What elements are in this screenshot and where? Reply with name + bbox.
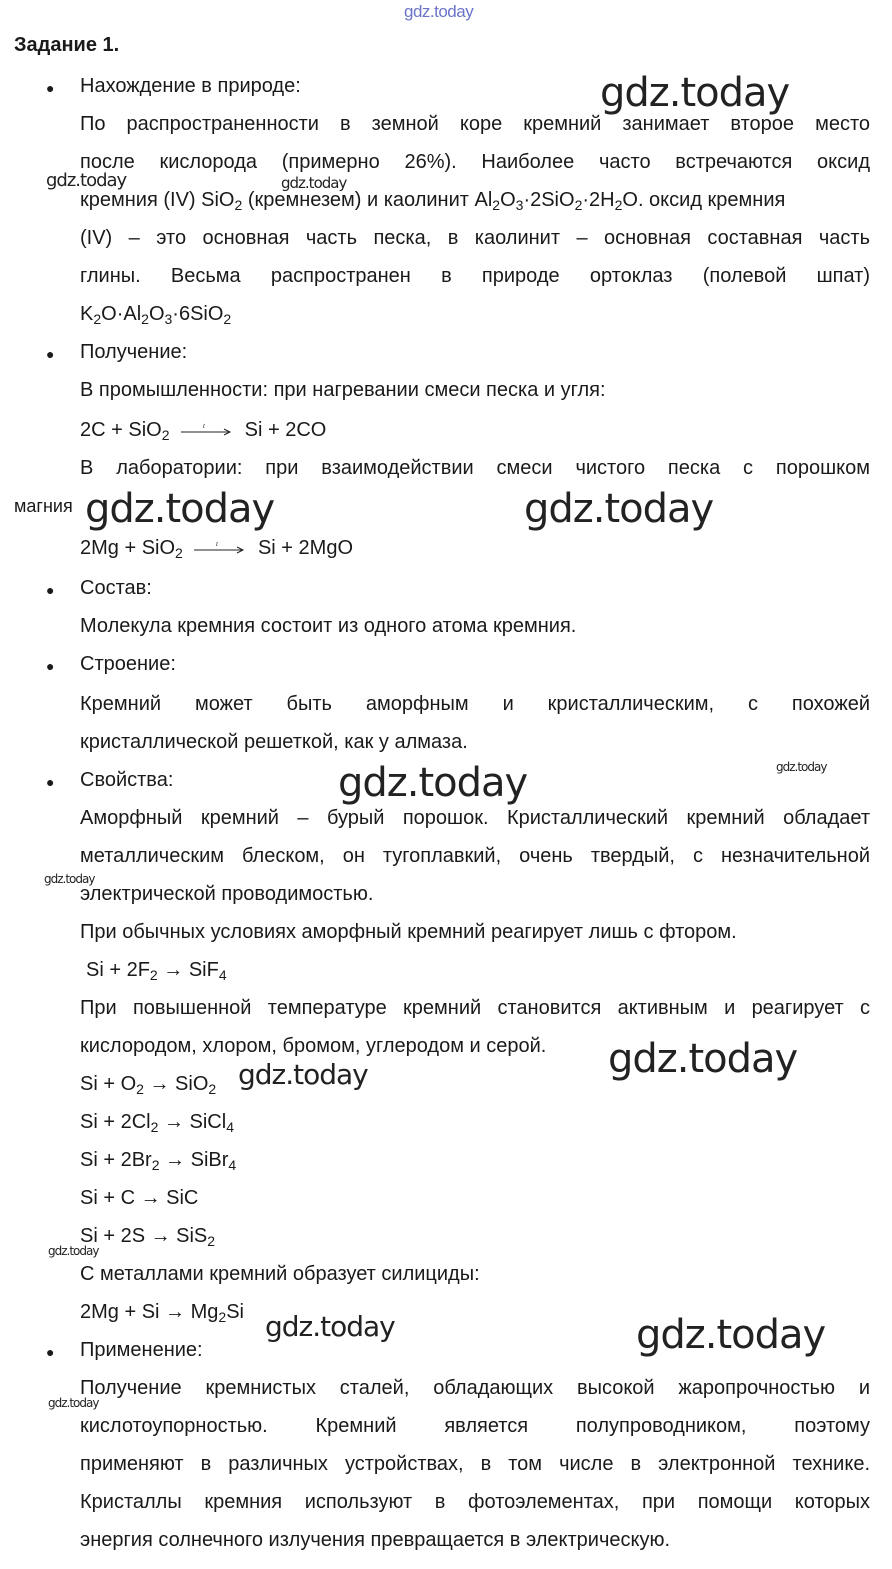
section-heading-application: Применение: <box>80 1339 203 1361</box>
equation: Si + 2S → SiS$_2$ <box>80 1225 216 1249</box>
watermark: gdz.today <box>281 174 347 192</box>
section-heading-properties: Свойства: <box>80 769 174 791</box>
arrow-icon <box>181 422 233 436</box>
bullet-icon: ● <box>46 774 55 790</box>
watermark: gdz.today <box>46 170 127 191</box>
watermark: gdz.today <box>636 1312 826 1358</box>
text-line-formula: кремния (IV) SiO$_2$ (кремнезем) и каолинит $Al_2O_3\cdot 2SiO_2\cdot 2H_2O$. оксид кремния <box>80 189 786 213</box>
equation: $Si + O_2 \to SiO_2$ <box>80 1073 217 1097</box>
arrow-icon <box>194 540 246 554</box>
watermark: gdz.today <box>85 486 275 532</box>
text-line: Молекула кремния состоит из одного атома кремния. <box>80 615 577 637</box>
bullet-icon: ● <box>46 658 55 674</box>
watermark: gdz.today <box>44 872 95 886</box>
text-line: При повышенной температуре кремний становится активным и реагирует с <box>80 997 870 1019</box>
text-line: Аморфный кремний – бурый порошок. Кристаллический кремний обладает <box>80 807 870 829</box>
watermark: gdz.today <box>265 1310 395 1343</box>
section-heading-nature: Нахождение в природе: <box>80 75 301 97</box>
text-line: кислотоупорностью. Кремний является полупроводником, поэтому <box>80 1415 870 1437</box>
equation: $2Mg + Si \to Mg_2Si$ <box>80 1301 244 1325</box>
equation: 2Mg + SiO$_2$ t Si + 2MgO <box>80 537 354 561</box>
equation: 2C + SiO$_2$ t Si + 2CO <box>80 419 327 443</box>
formula-orthoclase: $K_2O\cdot Al_2O_3\cdot 6SiO_2$ <box>80 303 232 327</box>
watermark: gdz.today <box>48 1396 99 1410</box>
text-line: (IV) – это основная часть песка, в каолинит – основная составная часть <box>80 227 870 249</box>
text-line: применяют в различных устройствах, в том числе в электронной технике. <box>80 1453 870 1475</box>
text-line: кислородом, хлором, бромом, углеродом и серой. <box>80 1035 547 1057</box>
watermark: gdz.today <box>48 1244 99 1258</box>
bullet-icon: ● <box>46 1344 55 1360</box>
svg-text:t: t <box>216 540 219 548</box>
text-line: При обычных условиях аморфный кремний реагирует лишь с фтором. <box>80 921 737 943</box>
watermark-top: gdz.today <box>404 2 474 21</box>
watermark: gdz.today <box>524 486 714 532</box>
watermark: gdz.today <box>608 1036 798 1082</box>
equation: $Si + 2Cl_2$ → SiCl$_4$ <box>80 1111 234 1135</box>
bullet-icon: ● <box>46 346 55 362</box>
text-line: В промышленности: при нагревании смеси песка и угля: <box>80 379 606 401</box>
text-line: По распространенности в земной коре кремний занимает второе место <box>80 113 870 135</box>
text-line: В лаборатории: при взаимодействии смеси чистого песка с порошком <box>80 457 870 479</box>
text-line: металлическим блеском, он тугоплавкий, очень твердый, с незначительной <box>80 845 870 867</box>
text-line: энергия солнечного излучения превращается в электрическую. <box>80 1529 671 1551</box>
section-heading-structure: Строение: <box>80 653 176 675</box>
text-line: глины. Весьма распространен в природе ортоклаз (полевой шпат) <box>80 265 870 287</box>
svg-text:t: t <box>203 422 206 430</box>
section-heading-obtain: Получение: <box>80 341 188 363</box>
text-line: Получение кремнистых сталей, обладающих высокой жаропрочностью и <box>80 1377 870 1399</box>
equation: $Si + 2F_2 \to SiF_4$ <box>86 959 227 983</box>
equation: $Si + 2Br_2$ → SiBr$_4$ <box>80 1149 237 1173</box>
text-line: электрической проводимостью. <box>80 883 374 905</box>
text-line: после кислорода (примерно 26%). Наиболее часто встречаются оксид <box>80 151 870 173</box>
task-title: Задание 1. <box>14 34 120 56</box>
bullet-icon: ● <box>46 582 55 598</box>
watermark: gdz.today <box>338 760 528 806</box>
watermark: gdz.today <box>238 1058 368 1091</box>
text-line: магния <box>14 496 73 516</box>
text-line: Кремний может быть аморфным и кристаллическим, с похожей <box>80 693 870 715</box>
equation: Si + C → SiC <box>80 1187 199 1209</box>
watermark: gdz.today <box>776 760 827 774</box>
text-line: кристаллической решеткой, как у алмаза. <box>80 731 468 753</box>
bullet-icon: ● <box>46 80 55 96</box>
watermark: gdz.today <box>600 70 790 116</box>
text-line: Кристаллы кремния используют в фотоэлементах, при помощи которых <box>80 1491 870 1513</box>
text-line: С металлами кремний образует силициды: <box>80 1263 480 1285</box>
section-heading-composition: Состав: <box>80 577 152 599</box>
